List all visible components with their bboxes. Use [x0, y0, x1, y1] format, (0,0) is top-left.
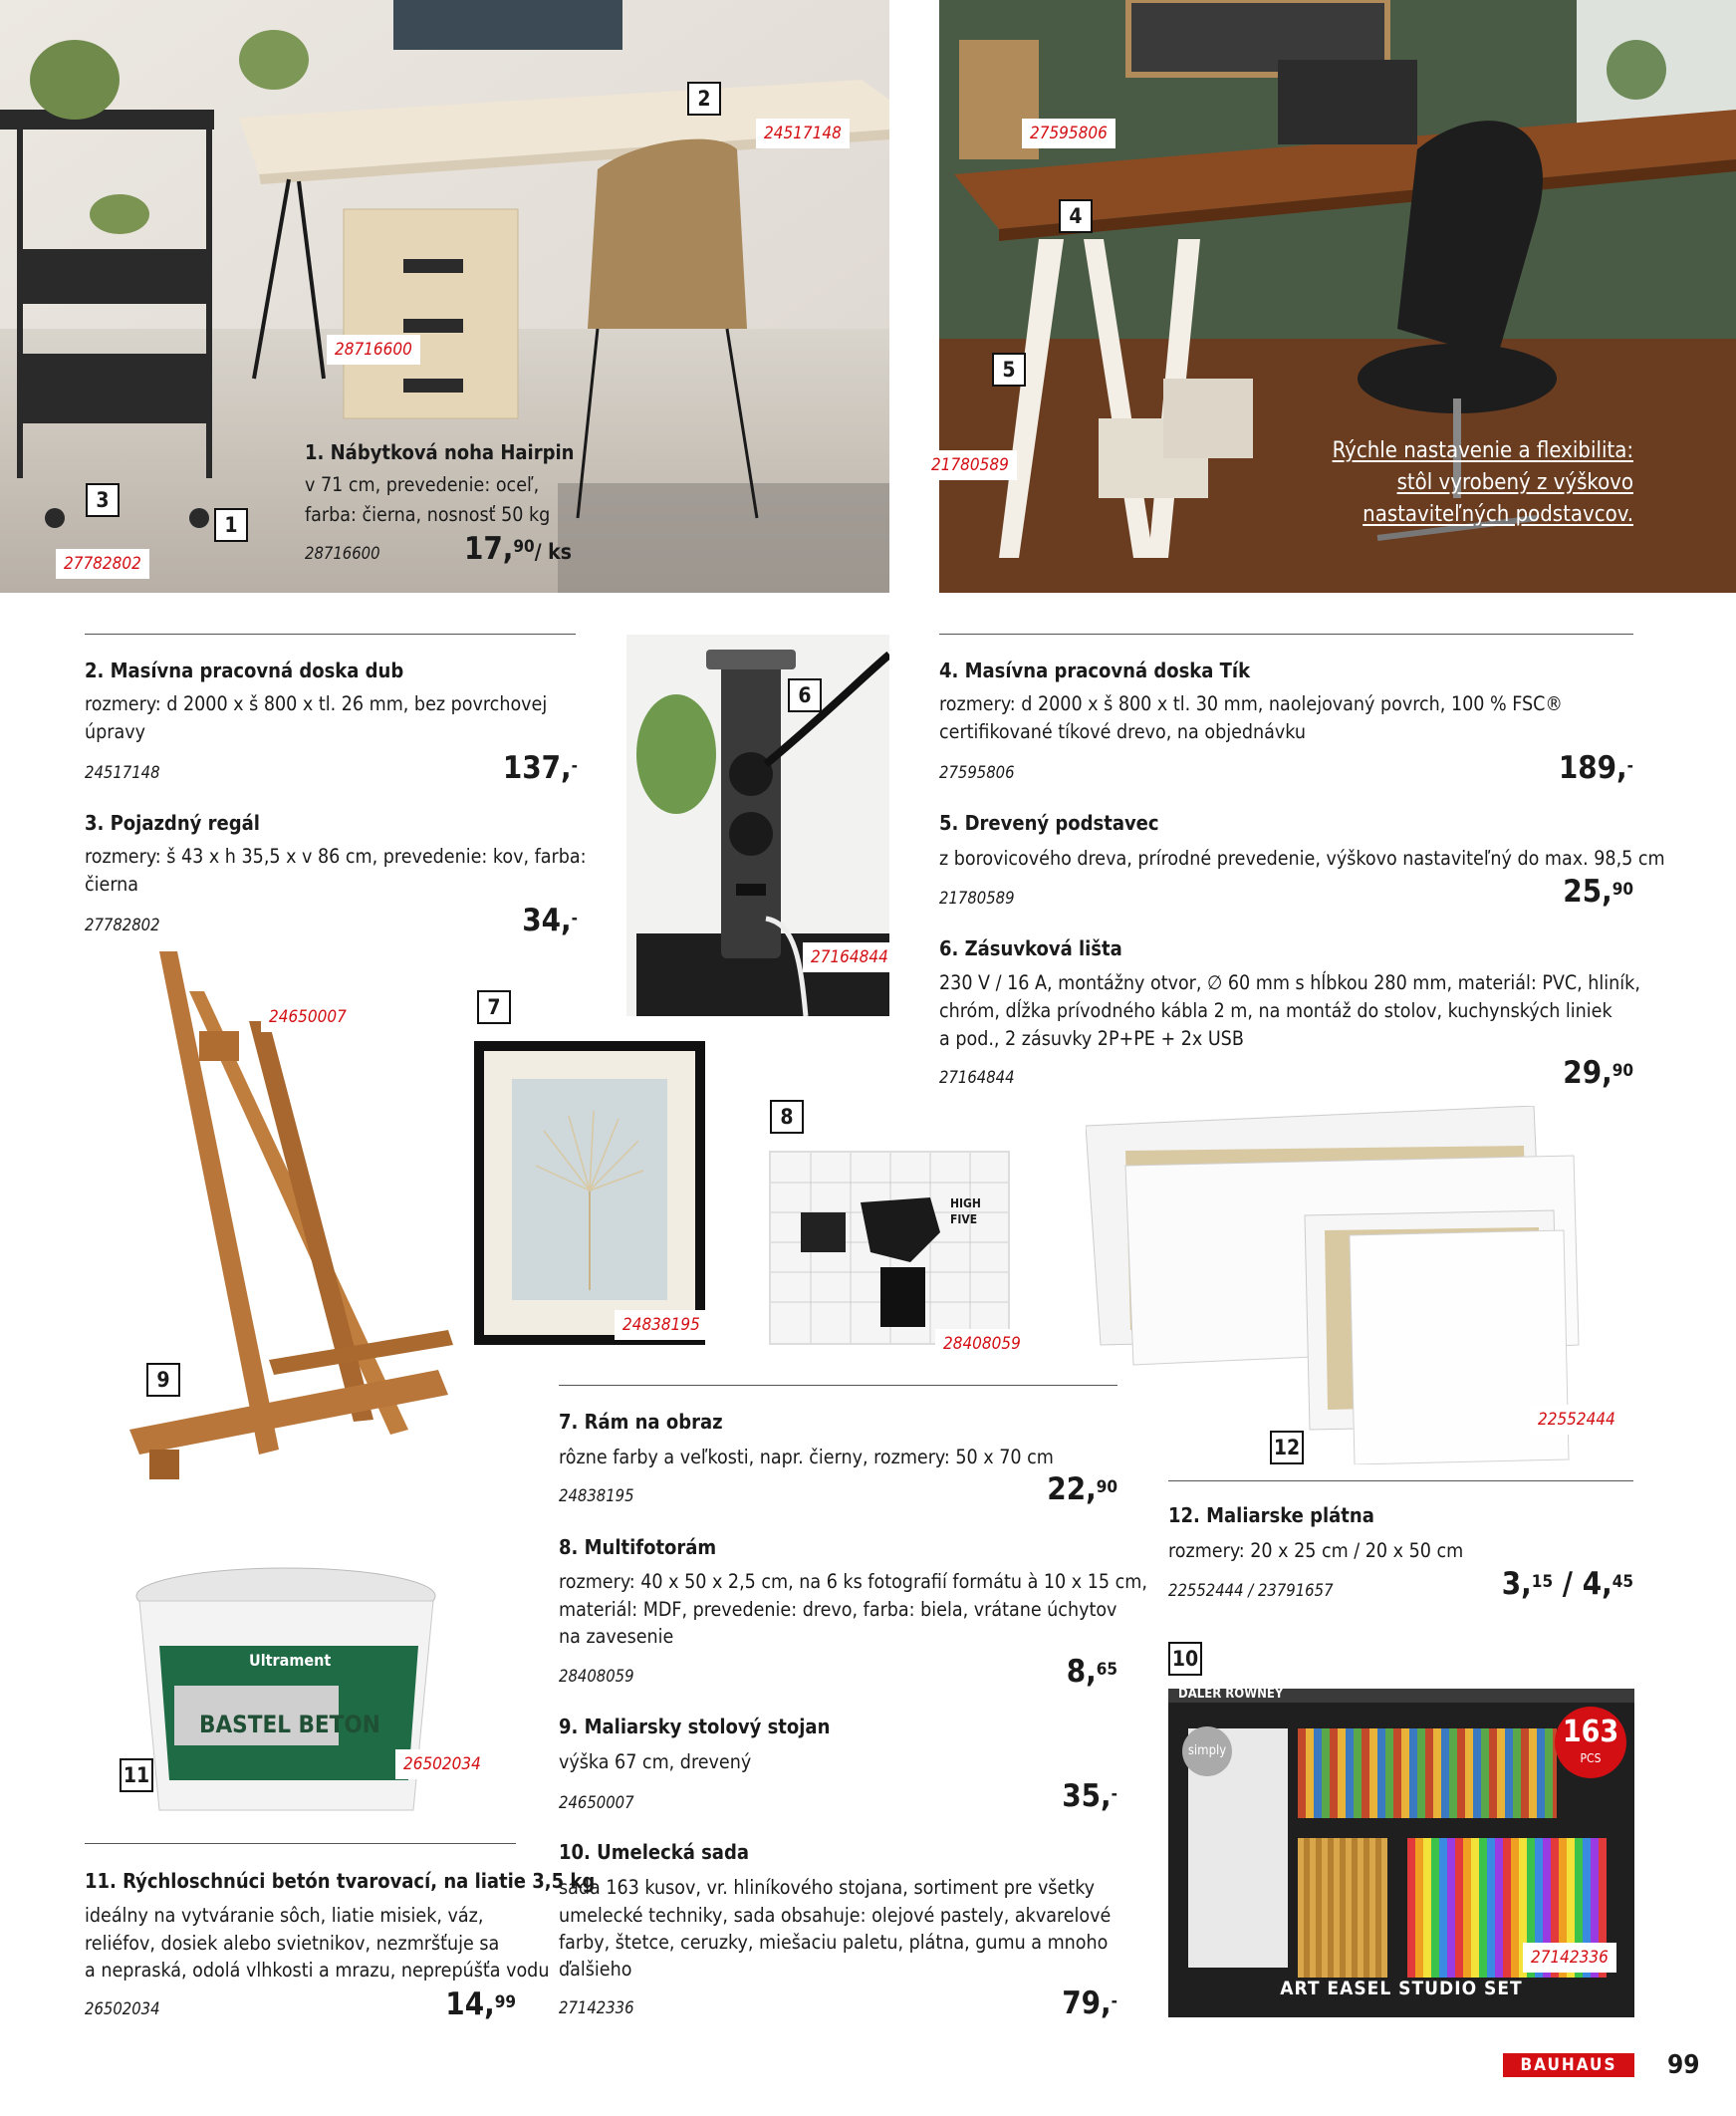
p2-price-sup: - — [571, 756, 578, 776]
p2-price-main: 137, — [502, 750, 572, 786]
p3-desc-1: rozmery: š 43 x h 35,5 x v 86 cm, prevedenie: kov, farba: — [85, 845, 587, 868]
p10-desc-3: farby, štetce, ceruzky, miešaciu paletu, plátna, gumu a mnoho — [559, 1931, 1109, 1954]
p12-code: 22552444 / 23791657 — [1168, 1581, 1334, 1600]
p2-desc-2: úpravy — [85, 720, 145, 743]
p3-price-main: 34, — [522, 903, 572, 938]
sku-tag-21780589: 21780589 — [923, 450, 1017, 480]
p8-price-sup: 65 — [1096, 1660, 1117, 1680]
p5-title: 5. Drevený podstavec — [939, 811, 1159, 835]
p10-code: 27142336 — [559, 1998, 634, 2017]
photo-caption-line-3: nastaviteľných podstavcov. — [1363, 502, 1633, 527]
label-6: 6 — [788, 678, 822, 712]
multi-frame-illustration — [771, 1153, 1008, 1343]
sku-tag-24838195: 24838195 — [615, 1310, 708, 1340]
photo-multi-frame — [769, 1151, 1010, 1345]
label-10: 10 — [1168, 1642, 1202, 1676]
p7-price-main: 22, — [1047, 1471, 1097, 1507]
p4-desc-2: certifikované tíkové drevo, na objednávku — [939, 720, 1306, 743]
p12-price-a-sup: 15 — [1531, 1572, 1554, 1592]
p4-price-main: 189, — [1558, 750, 1627, 786]
p1-desc-2: farba: čierna, nosnosť 50 kg — [305, 503, 551, 526]
p5-price-sup: 90 — [1612, 880, 1633, 900]
p11-desc-3: a nepraská, odolá vlhkosti a mrazu, neprepúšťa vodu — [85, 1959, 550, 1982]
p12-price-a-main: 3, — [1501, 1566, 1532, 1602]
photo-concrete-bucket — [129, 1566, 443, 1823]
p12-price-b-sup: 45 — [1612, 1572, 1633, 1592]
p3-desc-2: čierna — [85, 873, 139, 896]
p11-desc-2: reliéfov, dosiek alebo svietnikov, nezmršťuje sa — [85, 1932, 500, 1955]
sku-tag-27595806: 27595806 — [1022, 119, 1116, 148]
p12-price — [1474, 1566, 1633, 1602]
p8-code: 28408059 — [559, 1667, 634, 1686]
label-8: 8 — [770, 1100, 804, 1134]
p10-title: 10. Umelecká sada — [559, 1840, 749, 1864]
p9-price-main: 35, — [1062, 1778, 1112, 1814]
sku-tag-28716600: 28716600 — [327, 335, 420, 365]
p6-title: 6. Zásuvková lišta — [939, 936, 1122, 960]
p4-price-sup: - — [1626, 756, 1633, 776]
p5-desc-1: z borovicového dreva, prírodné prevedenie, výškovo nastaviteľný do max. 98,5 cm — [939, 847, 1665, 870]
rule-right-top — [939, 634, 1633, 635]
p8-price-main: 8, — [1066, 1654, 1097, 1690]
p4-title: 4. Masívna pracovná doska Tík — [939, 659, 1251, 682]
p7-price — [996, 1471, 1117, 1507]
sku-tag-27782802: 27782802 — [56, 549, 149, 579]
p1-desc-1: v 71 cm, prevedenie: oceľ, — [305, 473, 540, 496]
label-5: 5 — [992, 353, 1026, 387]
bucket-brand-text: Ultrament — [249, 1651, 332, 1670]
p7-desc-1: rôzne farby a veľkosti, napr. čierny, rozmery: 50 x 70 cm — [559, 1446, 1054, 1468]
label-3: 3 — [86, 483, 120, 517]
p4-desc-1: rozmery: d 2000 x š 800 x tl. 30 mm, naolejovaný povrch, 100 % FSC® — [939, 692, 1563, 715]
p7-price-sup: 90 — [1096, 1477, 1117, 1497]
p12-price-b-main: 4, — [1582, 1566, 1612, 1602]
photo-caption-line-2: stôl vyrobený z výškovo — [1396, 470, 1633, 495]
p2-price — [468, 750, 578, 786]
board-text-five: FIVE — [950, 1212, 978, 1226]
p1-code: 28716600 — [305, 544, 380, 563]
p8-desc-3: na zavesenie — [559, 1625, 674, 1648]
p6-price — [1514, 1055, 1633, 1091]
p6-desc-2: chróm, dĺžka prívodného kábla 2 m, na montáž do stolov, kuchynských liniek — [939, 999, 1612, 1022]
kit-badge-num: 163 — [1562, 1715, 1619, 1749]
p10-desc-1: sada 163 kusov, vr. hliníkového stojana, sortiment pre všetky — [559, 1876, 1096, 1899]
sku-tag-28408059: 28408059 — [935, 1329, 1029, 1359]
label-4: 4 — [1059, 199, 1093, 233]
p11-price — [398, 1986, 516, 2022]
p6-desc-1: 230 V / 16 A, montážny otvor, ∅ 60 mm s hĺbkou 280 mm, materiál: PVC, hliník, — [939, 971, 1640, 994]
canvases-illustration — [1086, 1106, 1584, 1464]
p9-title: 9. Maliarsky stolový stojan — [559, 1715, 831, 1738]
p6-price-main: 29, — [1563, 1055, 1612, 1091]
p4-code: 27595806 — [939, 763, 1015, 782]
photo-caption-line-1: Rýchle nastavenie a flexibilita: — [1332, 438, 1633, 463]
p5-price-main: 25, — [1563, 874, 1612, 910]
dandelion-art — [474, 1041, 705, 1345]
kit-badge — [1555, 1707, 1626, 1778]
p9-desc-1: výška 67 cm, drevený — [559, 1750, 752, 1773]
kit-name-text: ART EASEL STUDIO SET — [1280, 1978, 1523, 1999]
p2-code: 24517148 — [85, 763, 160, 782]
p3-title: 3. Pojazdný regál — [85, 811, 260, 835]
photo-canvases — [1086, 1106, 1584, 1464]
sku-tag-22552444: 22552444 — [1530, 1405, 1623, 1435]
p7-title: 7. Rám na obraz — [559, 1410, 723, 1434]
sku-tag-24517148: 24517148 — [756, 119, 850, 148]
p7-code: 24838195 — [559, 1486, 634, 1505]
p9-price — [1006, 1778, 1117, 1814]
kit-sub-text: simply — [1182, 1726, 1232, 1776]
p4-price — [1514, 750, 1633, 786]
photo-caption — [1285, 435, 1633, 531]
p11-desc-1: ideálny na vytváranie sôch, liatie misiek, váz, — [85, 1904, 484, 1927]
p6-desc-3: a pod., 2 zásuvky 2P+PE + 2x USB — [939, 1027, 1244, 1050]
p3-price — [478, 903, 578, 938]
rule-right-mid — [1168, 1480, 1633, 1481]
sku-tag-27142336: 27142336 — [1523, 1943, 1616, 1973]
kit-brand-text: DALER ROWNEY — [1178, 1689, 1284, 1702]
sku-tag-24650007: 24650007 — [261, 1002, 355, 1032]
p3-code: 27782802 — [85, 916, 160, 934]
board-text-high: HIGH — [950, 1196, 981, 1210]
p1-price-sup: 90 — [513, 537, 535, 557]
label-2: 2 — [687, 82, 721, 116]
p9-price-sup: - — [1111, 1784, 1117, 1804]
label-1: 1 — [214, 508, 248, 542]
p1-title: 1. Nábytková noha Hairpin — [305, 440, 575, 464]
label-12: 12 — [1270, 1431, 1304, 1464]
page-number: 99 — [1667, 2050, 1700, 2080]
p1-price — [464, 531, 572, 570]
p9-code: 24650007 — [559, 1793, 634, 1812]
p11-title: 11. Rýchloschnúci betón tvarovací, na liatie 3,5 kg — [85, 1869, 596, 1893]
label-9: 9 — [146, 1363, 180, 1397]
sku-tag-26502034: 26502034 — [395, 1749, 489, 1779]
p3-price-sup: - — [571, 909, 578, 928]
label-7: 7 — [477, 990, 511, 1024]
rule-left-top — [85, 634, 576, 635]
rule-left-bottom — [85, 1843, 516, 1844]
rule-middle — [559, 1385, 1117, 1386]
bucket-name-text: BASTEL BETON — [199, 1711, 380, 1738]
p8-price — [996, 1654, 1117, 1690]
p8-desc-1: rozmery: 40 x 50 x 2,5 cm, na 6 ks fotografií formátu à 10 x 15 cm, — [559, 1570, 1147, 1593]
p5-code: 21780589 — [939, 889, 1015, 908]
p10-desc-4: ďalšieho — [559, 1958, 632, 1981]
p2-title: 2. Masívna pracovná doska dub — [85, 659, 404, 682]
bucket-illustration — [129, 1566, 443, 1823]
p12-title: 12. Maliarske plátna — [1168, 1503, 1374, 1527]
brand-logo: BAUHAUS — [1503, 2053, 1634, 2077]
label-11: 11 — [120, 1758, 153, 1792]
p5-price — [1514, 874, 1633, 910]
p11-code: 26502034 — [85, 1999, 160, 2018]
p10-price-main: 79, — [1062, 1985, 1112, 2021]
p1-price-suffix: / ks — [534, 540, 572, 564]
p11-price-sup: 99 — [494, 1992, 516, 2012]
p2-desc-1: rozmery: d 2000 x š 800 x tl. 26 mm, bez povrchovej — [85, 692, 548, 715]
p8-title: 8. Multifotorám — [559, 1535, 717, 1559]
p11-price-main: 14, — [445, 1986, 495, 2022]
p10-desc-2: umelecké techniky, sada obsahuje: olejové pastely, akvarelové — [559, 1904, 1112, 1927]
p10-price — [1006, 1985, 1117, 2021]
p6-price-sup: 90 — [1612, 1061, 1633, 1081]
p10-price-sup: - — [1111, 1991, 1117, 2011]
kit-badge-unit: PCS — [1580, 1751, 1602, 1765]
p12-desc-1: rozmery: 20 x 25 cm / 20 x 50 cm — [1168, 1539, 1464, 1562]
p8-desc-2: materiál: MDF, prevedenie: drevo, farba: biela, vrátane úchytov — [559, 1598, 1117, 1621]
photo-picture-frame — [474, 1041, 705, 1345]
p1-price-main: 17, — [464, 531, 514, 567]
p6-code: 27164844 — [939, 1068, 1015, 1087]
sku-tag-27164844: 27164844 — [803, 942, 896, 972]
p12-price-sep: / — [1553, 1566, 1583, 1602]
